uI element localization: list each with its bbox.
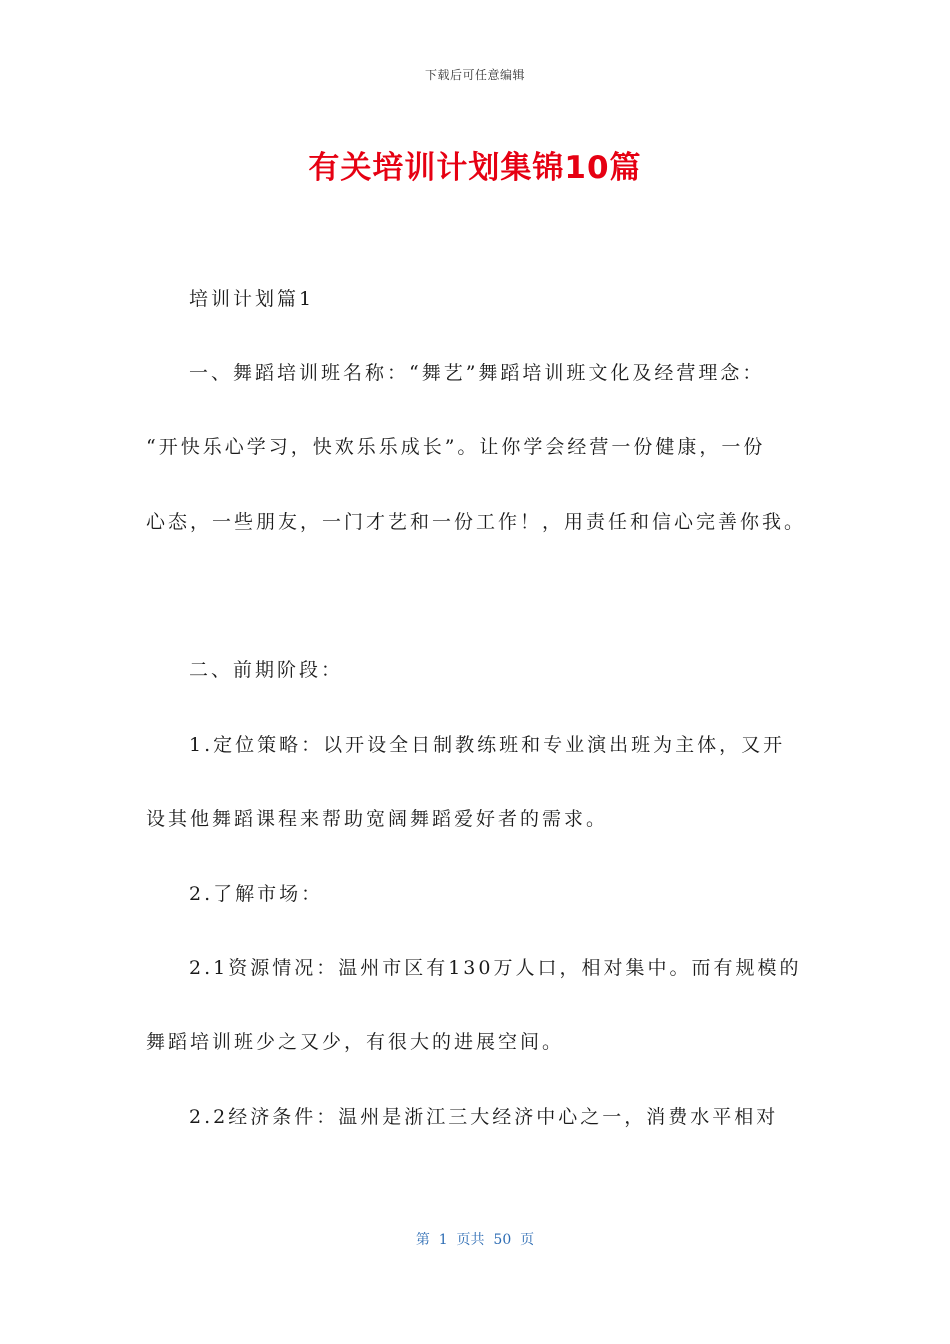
section-heading: 培训计划篇1 <box>189 288 315 310</box>
document-title: 有关培训计划集锦10篇 <box>308 150 642 186</box>
page-number-footer: 第 1 页共 50 页 <box>415 1232 535 1248</box>
paragraph-line: 2.2经济条件：温州是浙江三大经济中心之一，消费水平相对 <box>189 1106 779 1128</box>
paragraph-line: 2.1资源情况：温州市区有130万人口，相对集中。而有规模的 <box>189 957 802 979</box>
paragraph-line: 二、前期阶段： <box>189 659 344 681</box>
paragraph-line: 一、舞蹈培训班名称：“舞艺”舞蹈培训班文化及经营理念： <box>189 362 765 384</box>
paragraph-line: “开快乐心学习，快欢乐乐成长”。让你学会经营一份健康，一份 <box>146 436 766 458</box>
header-note: 下载后可任意编辑 <box>424 68 525 82</box>
paragraph-line: 舞蹈培训班少之又少，有很大的进展空间。 <box>146 1031 565 1053</box>
paragraph-line: 2.了解市场： <box>189 883 324 905</box>
paragraph-line: 1.定位策略：以开设全日制教练班和专业演出班为主体，又开 <box>189 734 786 756</box>
paragraph-line: 设其他舞蹈课程来帮助宽阔舞蹈爱好者的需求。 <box>146 808 609 830</box>
paragraph-line: 心态，一些朋友，一门才艺和一份工作！，用责任和信心完善你我。 <box>146 511 807 533</box>
